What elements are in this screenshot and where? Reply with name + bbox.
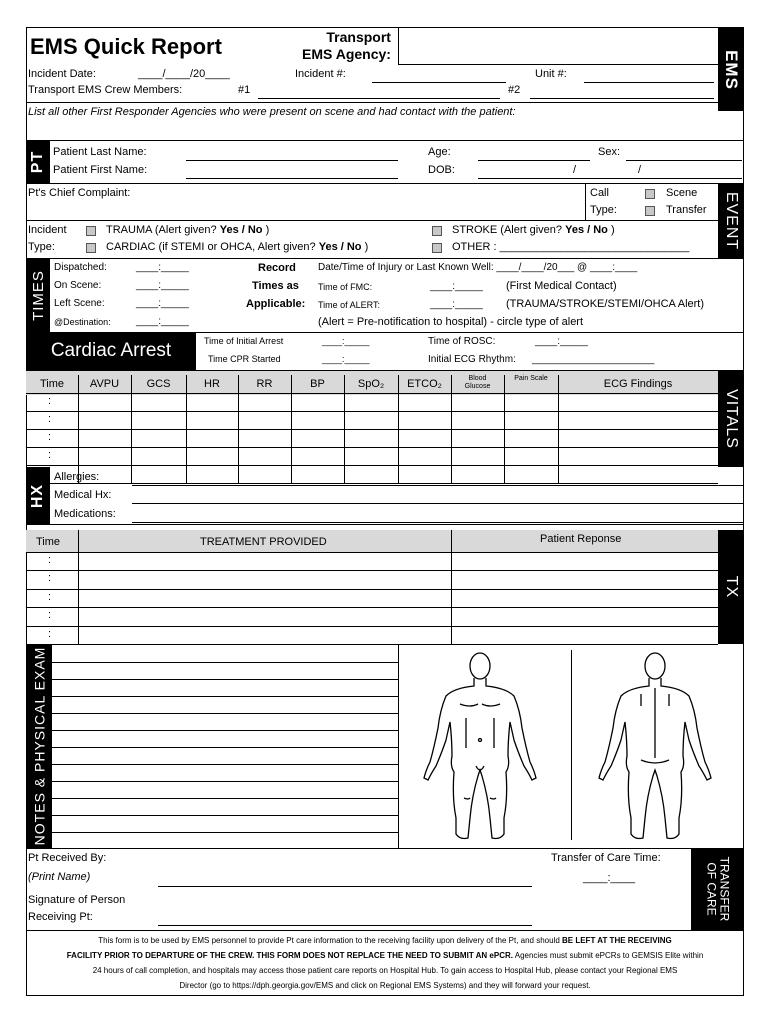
divider [558, 375, 559, 483]
fmc-label: Time of FMC: [318, 282, 373, 292]
receiving-label: Receiving Pt: [28, 911, 93, 923]
notes-line[interactable] [52, 696, 398, 697]
notes-line[interactable] [52, 815, 398, 816]
tx-provided-header: TREATMENT PROVIDED [200, 536, 327, 548]
dob-slash: / [638, 164, 642, 176]
rosc-label: Time of ROSC: [428, 336, 496, 347]
notes-line[interactable] [52, 781, 398, 782]
vitals-header-cell: ETCO₂ [407, 378, 442, 390]
vitals-header-cell: Pain Scale [514, 375, 548, 382]
footer-line-3: 24 hours of call completion, and hospitals may access those patient care reports on Hospital Hub. To gain access to Hospital Hub, please contact your Regional EMS [92, 966, 678, 975]
divider [26, 258, 744, 259]
divider [26, 429, 718, 430]
divider [585, 183, 586, 220]
dob-label: DOB: [428, 164, 455, 176]
transfer-label: Transfer [666, 204, 707, 216]
form-title: EMS Quick Report [30, 34, 222, 59]
body-diagram-back[interactable] [585, 648, 725, 844]
first-name-label: Patient First Name: [53, 164, 148, 176]
cpr-started-field[interactable]: ____:_____ [322, 354, 370, 364]
tx-time-cell[interactable]: : [48, 590, 52, 603]
notes-line[interactable] [52, 730, 398, 731]
destination-label: @Destination: [54, 317, 111, 327]
divider [186, 375, 187, 483]
last-name-label: Patient Last Name: [53, 146, 147, 158]
times-as-label: Times as [252, 280, 299, 292]
medications-label: Medications: [54, 508, 116, 520]
vitals-time-cell[interactable]: : [48, 449, 52, 461]
incident-date-label: Incident Date: [28, 68, 96, 80]
divider [26, 552, 718, 553]
scene-checkbox[interactable] [645, 189, 655, 199]
print-name-label: (Print Name) [28, 871, 91, 883]
rosc-field[interactable]: ____:_____ [535, 336, 588, 347]
divider [26, 220, 718, 221]
age-label: Age: [428, 146, 451, 158]
divider [26, 393, 718, 394]
stroke-label: STROKE (Alert given? Yes / No ) [452, 224, 615, 236]
ecg-rhythm-label: Initial ECG Rhythm: [428, 354, 516, 365]
allergies-label: Allergies: [54, 471, 100, 483]
divider [26, 570, 718, 571]
call-type-label: Type: [590, 204, 617, 216]
last-name-field[interactable] [186, 160, 398, 161]
notes-line[interactable] [52, 662, 398, 663]
call-label: Call [590, 187, 609, 199]
other-checkbox[interactable] [432, 243, 442, 253]
ems-side-bar: EMS [718, 28, 743, 111]
alert-field[interactable]: ____:_____ [430, 299, 483, 310]
crew1-label: #1 [238, 84, 251, 96]
first-name-field[interactable] [186, 178, 398, 179]
scene-label: Scene [666, 187, 698, 199]
crew1-field[interactable] [258, 98, 500, 99]
divider [291, 375, 292, 483]
divider [451, 530, 452, 644]
vitals-time-cell[interactable]: : [48, 413, 52, 425]
alert-label: Time of ALERT: [318, 300, 381, 310]
dispatched-field[interactable]: ____:_____ [136, 262, 189, 273]
vitals-header-cell: Blood Glucose [464, 375, 491, 390]
notes-line[interactable] [52, 764, 398, 765]
dob-field[interactable] [478, 178, 742, 179]
vitals-time-cell[interactable]: : [48, 431, 52, 443]
notes-line[interactable] [52, 747, 398, 748]
vitals-time-cell[interactable]: : [48, 395, 52, 407]
trauma-label: TRAUMA (Alert given? Yes / No ) [106, 224, 270, 236]
notes-line[interactable] [52, 798, 398, 799]
received-by-label: Pt Received By: [28, 852, 107, 864]
divider [26, 930, 744, 931]
footer-line-4: Director (go to https://dph.georgia.gov/EMS and click on Regional EMS Systems) and they will forward your request. [179, 981, 591, 990]
vitals-header-cell: AVPU [89, 378, 120, 390]
cardiac-checkbox[interactable] [86, 243, 96, 253]
trauma-checkbox[interactable] [86, 226, 96, 236]
fmc-field[interactable]: ____:_____ [430, 281, 483, 292]
other-label: OTHER : _______________________________ [452, 241, 690, 253]
crew-label: Transport EMS Crew Members: [28, 84, 183, 96]
medical-hx-label: Medical Hx: [54, 489, 112, 501]
notes-side-bar: NOTES & PHYSICAL EXAM [26, 644, 52, 848]
sex-label: Sex: [598, 146, 621, 158]
medications-field[interactable] [132, 522, 744, 523]
incident-date-field[interactable]: ____/____/20____ [138, 68, 230, 80]
alert-definition: (Alert = Pre-notification to hospital) - circle type of alert [318, 316, 584, 328]
agencies-note: List all other First Responder Agencies who were present on scene and had contact with the patient: [28, 106, 516, 118]
transfer-time-field[interactable]: ____:____ [583, 872, 635, 884]
signature-field[interactable] [158, 925, 532, 926]
incident-num-label: Incident #: [295, 68, 346, 80]
transfer-checkbox[interactable] [645, 206, 655, 216]
divider [78, 375, 79, 483]
ecg-rhythm-field[interactable]: ______________________ [532, 354, 655, 365]
tx-time-cell[interactable]: : [48, 609, 52, 622]
destination-field[interactable]: ____:_____ [136, 316, 189, 327]
record-label: Record [258, 262, 296, 274]
incident-type-label: Incident [28, 224, 67, 236]
tx-side-bar: TX [718, 530, 744, 644]
initial-arrest-field[interactable]: ____:_____ [322, 336, 370, 346]
divider [398, 375, 399, 483]
vitals-header-cell: RR [256, 378, 273, 390]
notes-line[interactable] [52, 713, 398, 714]
stroke-checkbox[interactable] [432, 226, 442, 236]
sex-field[interactable] [626, 160, 742, 161]
tx-time-cell[interactable]: : [48, 627, 52, 640]
tx-response-header: Patient Reponse [540, 533, 622, 545]
injury-time-label: Date/Time of Injury or Last Known Well: ____/____/20___ @ ____:____ [318, 262, 638, 273]
tx-time-cell[interactable]: : [48, 572, 52, 585]
hx-side-bar: HX [26, 467, 50, 524]
dob-slash: / [573, 164, 577, 176]
footer-line-1: This form is to be used by EMS personnel to provide Pt care information to the receiving facility upon delivery of the Pt, and should BE LEFT AT THE RECEIVING [98, 936, 672, 945]
dispatched-label: Dispatched: [54, 262, 107, 273]
divider [26, 524, 744, 525]
pt-side-bar: PT [26, 140, 50, 183]
times-side-bar: TIMES [26, 258, 50, 332]
cardiac-arrest-title: Cardiac Arrest [26, 332, 196, 370]
fmc-note: (First Medical Contact) [506, 280, 617, 292]
divider [398, 644, 399, 848]
divider [26, 607, 718, 608]
crew2-label: #2 [508, 84, 521, 96]
divider [26, 102, 718, 103]
unit-num-label: Unit #: [535, 68, 567, 80]
divider [26, 183, 744, 184]
vitals-header-cell: ECG Findings [603, 378, 673, 390]
left-scene-label: Left Scene: [54, 298, 105, 309]
divider [26, 626, 718, 627]
divider [571, 650, 572, 840]
divider [238, 375, 239, 483]
tx-time-header: Time [36, 536, 61, 548]
vitals-header-cell: Time [39, 378, 65, 390]
divider [78, 530, 79, 644]
vitals-header-cell: GCS [146, 378, 171, 390]
crew2-field[interactable] [530, 98, 714, 99]
unit-num-field[interactable] [584, 82, 714, 83]
transport-agency-field[interactable] [398, 28, 718, 65]
applicable-label: Applicable: [246, 298, 306, 310]
footer-line-2: FACILITY PRIOR TO DEPARTURE OF THE CREW. THIS FORM DOES NOT REPLACE THE NEED TO SUBMIT AN ePCR. Agencies must submit ePCRs to GEMSIS Elite within [66, 951, 704, 960]
divider [26, 483, 718, 484]
transfer-time-label: Transfer of Care Time: [551, 852, 661, 864]
cardiac-label: CARDIAC (if STEMI or OHCA, Alert given? Yes / No ) [106, 241, 369, 253]
chief-complaint-label: Pt's Chief Complaint: [28, 187, 131, 199]
alert-note: (TRAUMA/STROKE/STEMI/OHCA Alert) [506, 298, 705, 310]
divider [131, 375, 132, 483]
vitals-header-cell: BP [310, 378, 325, 390]
signature-label: Signature of Person [28, 894, 126, 906]
vitals-header-cell: HR [204, 378, 220, 390]
vitals-side-bar: VITALS [718, 371, 744, 467]
cpr-started-label: Time CPR Started [208, 354, 281, 364]
divider [344, 375, 345, 483]
notes-line[interactable] [52, 832, 398, 833]
divider [26, 848, 744, 849]
vitals-header-cell: SpO₂ [357, 378, 385, 390]
incident-num-field[interactable] [372, 82, 506, 83]
divider [26, 447, 718, 448]
divider [451, 375, 452, 483]
tx-time-cell[interactable]: : [48, 554, 52, 566]
allergies-field[interactable] [132, 485, 744, 486]
on-scene-label: On Scene: [54, 280, 102, 291]
transport-agency-label: Transport EMS Agency: [302, 29, 391, 62]
divider [504, 375, 505, 483]
initial-arrest-label: Time of Initial Arrest [204, 336, 284, 346]
body-diagram-front[interactable] [410, 648, 550, 844]
left-scene-field[interactable]: ____:_____ [136, 298, 189, 309]
divider [26, 411, 718, 412]
print-name-field[interactable] [158, 886, 532, 887]
incident-type-label-2: Type: [28, 241, 55, 253]
medical-hx-field[interactable] [132, 503, 744, 504]
divider [26, 140, 744, 141]
notes-line[interactable] [52, 679, 398, 680]
on-scene-field[interactable]: ____:_____ [136, 280, 189, 291]
divider [26, 644, 718, 645]
age-field[interactable] [478, 160, 590, 161]
divider [26, 589, 718, 590]
divider [26, 465, 718, 466]
transfer-side-bar: TRANSFER OF CARE [691, 848, 744, 930]
event-side-bar: EVENT [718, 183, 744, 258]
